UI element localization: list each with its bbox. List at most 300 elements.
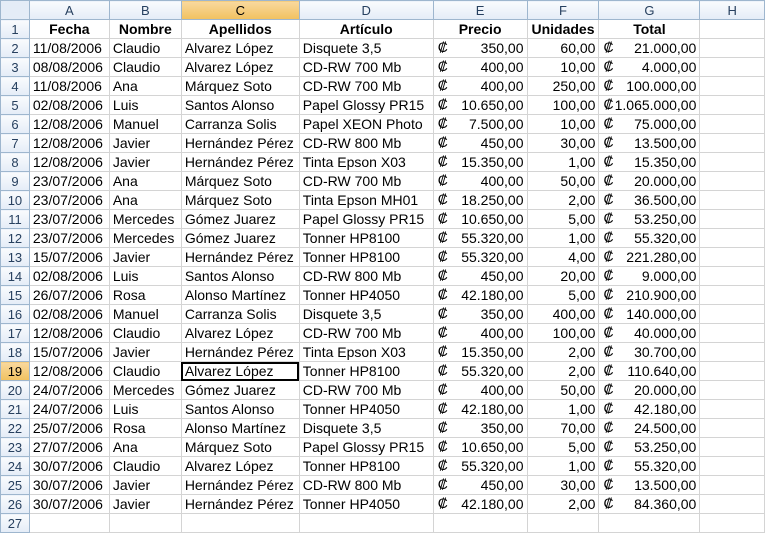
row-header[interactable]: 21: [1, 400, 30, 419]
currency-symbol: ₡: [603, 381, 614, 397]
cell-total[interactable]: [599, 96, 700, 115]
cell-unidades[interactable]: 10,00: [527, 58, 599, 77]
cell-total[interactable]: [599, 419, 700, 438]
cell-total[interactable]: [599, 495, 700, 514]
cell-nombre[interactable]: Manuel: [109, 115, 181, 134]
cell-nombre[interactable]: Claudio: [109, 39, 181, 58]
cell-precio[interactable]: [433, 324, 527, 343]
precio-value: 350,00: [480, 306, 524, 322]
cell-total[interactable]: [599, 58, 700, 77]
currency-symbol: ₡: [603, 153, 614, 169]
cell-fecha[interactable]: 25/07/2006: [29, 419, 109, 438]
empty-cell[interactable]: [700, 286, 765, 305]
total-value: 210.900,00: [626, 287, 697, 303]
cell-apellidos[interactable]: Carranza Solis: [181, 305, 299, 324]
precio-value: 10.650,00: [461, 97, 524, 113]
cell-apellidos[interactable]: Márquez Soto: [181, 438, 299, 457]
cell-articulo[interactable]: Papel Glossy PR15: [299, 438, 433, 457]
cell-unidades[interactable]: 100,00: [527, 324, 599, 343]
cell-total[interactable]: [599, 324, 700, 343]
cell-unidades[interactable]: 400,00: [527, 305, 599, 324]
cell-unidades[interactable]: 1,00: [527, 400, 599, 419]
cell-articulo[interactable]: Tinta Epson X03: [299, 343, 433, 362]
currency-symbol: ₡: [437, 305, 448, 321]
column-header-h[interactable]: H: [700, 1, 765, 20]
row-header[interactable]: 4: [1, 77, 30, 96]
cell-precio[interactable]: [433, 248, 527, 267]
cell-articulo[interactable]: Tonner HP4050: [299, 495, 433, 514]
empty-cell[interactable]: [700, 248, 765, 267]
cell-nombre[interactable]: Ana: [109, 438, 181, 457]
cell-apellidos[interactable]: Gómez Juarez: [181, 229, 299, 248]
cell-apellidos[interactable]: Hernández Pérez: [181, 476, 299, 495]
row-header[interactable]: 19: [1, 362, 30, 381]
empty-cell[interactable]: [700, 191, 765, 210]
cell-total[interactable]: [599, 134, 700, 153]
cell-total[interactable]: [599, 457, 700, 476]
row-header[interactable]: 8: [1, 153, 30, 172]
cell-total[interactable]: [599, 77, 700, 96]
cell-articulo[interactable]: CD-RW 700 Mb: [299, 324, 433, 343]
table-row: [1, 305, 765, 324]
cell-nombre[interactable]: Ana: [109, 172, 181, 191]
cell-apellidos[interactable]: Alvarez López: [181, 324, 299, 343]
cell-fecha[interactable]: 02/08/2006: [29, 267, 109, 286]
empty-cell[interactable]: [700, 362, 765, 381]
currency-symbol: ₡: [603, 324, 614, 340]
cell-total[interactable]: [599, 267, 700, 286]
cell-articulo[interactable]: Tonner HP8100: [299, 248, 433, 267]
cell-precio[interactable]: [433, 286, 527, 305]
table-row: [1, 39, 765, 58]
cell-precio[interactable]: [433, 438, 527, 457]
cell-articulo[interactable]: Papel XEON Photo: [299, 115, 433, 134]
cell-fecha[interactable]: 30/07/2006: [29, 495, 109, 514]
empty-cell[interactable]: [700, 20, 765, 39]
table-row: [1, 77, 765, 96]
column-header-g[interactable]: G: [599, 1, 700, 20]
row-header[interactable]: 23: [1, 438, 30, 457]
currency-symbol: ₡: [437, 362, 448, 378]
column-header-b[interactable]: B: [109, 1, 181, 20]
cell-total[interactable]: [599, 191, 700, 210]
cell-precio[interactable]: [433, 267, 527, 286]
cell-total[interactable]: [599, 438, 700, 457]
cell-articulo[interactable]: CD-RW 800 Mb: [299, 134, 433, 153]
total-value: 221.280,00: [626, 249, 697, 265]
row-header[interactable]: 6: [1, 115, 30, 134]
cell-precio[interactable]: [433, 305, 527, 324]
cell-articulo[interactable]: CD-RW 700 Mb: [299, 381, 433, 400]
precio-value: 400,00: [480, 78, 524, 94]
active-cell-apellidos[interactable]: Alvarez López: [181, 362, 299, 381]
row-header[interactable]: 5: [1, 96, 30, 115]
precio-value: 18.250,00: [461, 192, 524, 208]
cell-fecha[interactable]: 30/07/2006: [29, 476, 109, 495]
cell-precio[interactable]: [433, 172, 527, 191]
cell-articulo[interactable]: CD-RW 800 Mb: [299, 476, 433, 495]
table-row: [1, 495, 765, 514]
currency-symbol: ₡: [603, 362, 614, 378]
empty-cell[interactable]: [700, 495, 765, 514]
cell-total[interactable]: [599, 286, 700, 305]
cell-apellidos[interactable]: Hernández Pérez: [181, 248, 299, 267]
cell-nombre[interactable]: Claudio: [109, 362, 181, 381]
cell-total[interactable]: [599, 362, 700, 381]
cell-unidades[interactable]: 1,00: [527, 153, 599, 172]
cell-precio[interactable]: [433, 362, 527, 381]
cell-nombre[interactable]: Mercedes: [109, 210, 181, 229]
precio-value: 15.350,00: [461, 344, 524, 360]
cell-articulo[interactable]: Tinta Epson X03: [299, 153, 433, 172]
cell-total[interactable]: [599, 229, 700, 248]
cell-articulo[interactable]: Tinta Epson MH01: [299, 191, 433, 210]
cell-nombre[interactable]: Javier: [109, 343, 181, 362]
cell-fecha[interactable]: 15/07/2006: [29, 343, 109, 362]
cell-precio[interactable]: [433, 153, 527, 172]
currency-symbol: ₡: [437, 172, 448, 188]
empty-cell[interactable]: [700, 229, 765, 248]
header-cell-apellidos[interactable]: Apellidos: [181, 20, 299, 39]
currency-symbol: ₡: [437, 115, 448, 131]
cell-unidades[interactable]: 2,00: [527, 495, 599, 514]
cell-apellidos[interactable]: Santos Alonso: [181, 400, 299, 419]
cell-nombre[interactable]: Claudio: [109, 457, 181, 476]
cell-unidades[interactable]: 1,00: [527, 229, 599, 248]
cell-unidades[interactable]: 5,00: [527, 210, 599, 229]
cell-apellidos[interactable]: Santos Alonso: [181, 96, 299, 115]
cell-articulo[interactable]: Tonner HP8100: [299, 362, 433, 381]
cell-fecha[interactable]: 12/08/2006: [29, 362, 109, 381]
cell-apellidos[interactable]: Márquez Soto: [181, 172, 299, 191]
cell-precio[interactable]: [433, 495, 527, 514]
total-value: 9.000,00: [641, 268, 697, 284]
cell-total[interactable]: [599, 381, 700, 400]
cell-total[interactable]: [599, 115, 700, 134]
header-cell-unidades[interactable]: Unidades: [527, 20, 599, 39]
cell-unidades[interactable]: 2,00: [527, 362, 599, 381]
header-cell-articulo[interactable]: Artículo: [299, 20, 433, 39]
row-header[interactable]: 13: [1, 248, 30, 267]
cell-unidades[interactable]: 4,00: [527, 248, 599, 267]
currency-symbol: ₡: [603, 457, 614, 473]
precio-value: 15.350,00: [461, 154, 524, 170]
total-value: 53.250,00: [634, 211, 697, 227]
row-header[interactable]: 15: [1, 286, 30, 305]
cell-precio[interactable]: [433, 419, 527, 438]
row-header[interactable]: 12: [1, 229, 30, 248]
cell-fecha[interactable]: 24/07/2006: [29, 381, 109, 400]
empty-cell[interactable]: [700, 115, 765, 134]
row-header[interactable]: 2: [1, 39, 30, 58]
cell-apellidos[interactable]: Hernández Pérez: [181, 495, 299, 514]
cell-apellidos[interactable]: Alvarez López: [181, 39, 299, 58]
cell-precio[interactable]: [433, 476, 527, 495]
currency-symbol: ₡: [603, 229, 614, 245]
cell-nombre[interactable]: Luis: [109, 267, 181, 286]
cell-unidades[interactable]: 60,00: [527, 39, 599, 58]
select-all-corner[interactable]: [1, 1, 30, 20]
cell-fecha[interactable]: 23/07/2006: [29, 191, 109, 210]
cell-apellidos[interactable]: Alonso Martínez: [181, 419, 299, 438]
empty-cell[interactable]: [700, 153, 765, 172]
total-value: 140.000,00: [626, 306, 697, 322]
currency-symbol: ₡: [603, 58, 614, 74]
currency-symbol: ₡: [603, 343, 614, 359]
cell-fecha[interactable]: 02/08/2006: [29, 96, 109, 115]
cell-unidades[interactable]: 10,00: [527, 115, 599, 134]
table-row: [1, 248, 765, 267]
column-header-c[interactable]: C: [181, 1, 299, 20]
cell-articulo[interactable]: Disquete 3,5: [299, 305, 433, 324]
cell-total[interactable]: [599, 476, 700, 495]
empty-cell[interactable]: [700, 381, 765, 400]
currency-symbol: ₡: [437, 343, 448, 359]
cell-total[interactable]: [599, 305, 700, 324]
cell-nombre[interactable]: Javier: [109, 134, 181, 153]
empty-cell[interactable]: [700, 96, 765, 115]
cell-articulo[interactable]: CD-RW 700 Mb: [299, 77, 433, 96]
cell-total[interactable]: [599, 39, 700, 58]
cell-apellidos[interactable]: Alonso Martínez: [181, 286, 299, 305]
currency-symbol: ₡: [437, 58, 448, 74]
row-header[interactable]: 3: [1, 58, 30, 77]
cell-unidades[interactable]: 50,00: [527, 172, 599, 191]
cell-unidades[interactable]: 5,00: [527, 438, 599, 457]
cell-articulo[interactable]: Tonner HP4050: [299, 286, 433, 305]
total-value: 13.500,00: [634, 135, 697, 151]
row-header[interactable]: 27: [1, 514, 30, 533]
cell-fecha[interactable]: 11/08/2006: [29, 77, 109, 96]
cell-precio[interactable]: [433, 39, 527, 58]
precio-value: 42.180,00: [461, 401, 524, 417]
header-cell-precio[interactable]: Precio: [433, 20, 527, 39]
header-cell-nombre[interactable]: Nombre: [109, 20, 181, 39]
cell-precio[interactable]: [433, 134, 527, 153]
empty-cell[interactable]: [700, 476, 765, 495]
cell-unidades[interactable]: 20,00: [527, 267, 599, 286]
precio-value: 350,00: [480, 420, 524, 436]
cell-nombre[interactable]: Javier: [109, 248, 181, 267]
cell-apellidos[interactable]: Alvarez López: [181, 58, 299, 77]
cell-precio[interactable]: [433, 210, 527, 229]
table-row: [1, 191, 765, 210]
row-header[interactable]: 14: [1, 267, 30, 286]
empty-cell[interactable]: [700, 210, 765, 229]
cell-nombre[interactable]: Javier: [109, 476, 181, 495]
total-value: 4.000,00: [641, 59, 697, 75]
cell-nombre[interactable]: Luis: [109, 400, 181, 419]
total-value: 110.640,00: [627, 363, 697, 379]
cell-articulo[interactable]: Papel Glossy PR15: [299, 96, 433, 115]
cell-fecha[interactable]: 12/08/2006: [29, 115, 109, 134]
cell-fecha[interactable]: 27/07/2006: [29, 438, 109, 457]
cell-fecha[interactable]: 30/07/2006: [29, 457, 109, 476]
row-header[interactable]: 1: [1, 20, 30, 39]
currency-symbol: ₡: [437, 153, 448, 169]
cell-unidades[interactable]: 1,00: [527, 457, 599, 476]
cell-unidades[interactable]: 100,00: [527, 96, 599, 115]
row-header[interactable]: 20: [1, 381, 30, 400]
cell-fecha[interactable]: 02/08/2006: [29, 305, 109, 324]
row-header[interactable]: 26: [1, 495, 30, 514]
cell-unidades[interactable]: 50,00: [527, 381, 599, 400]
cell-unidades[interactable]: 250,00: [527, 77, 599, 96]
cell-precio[interactable]: [433, 191, 527, 210]
cell-fecha[interactable]: 11/08/2006: [29, 39, 109, 58]
cell-total[interactable]: [599, 343, 700, 362]
row-header[interactable]: 9: [1, 172, 30, 191]
empty-cell[interactable]: [700, 267, 765, 286]
currency-symbol: ₡: [603, 191, 614, 207]
cell-nombre[interactable]: Ana: [109, 77, 181, 96]
row-header[interactable]: 10: [1, 191, 30, 210]
header-cell-fecha[interactable]: Fecha: [29, 20, 109, 39]
table-row: [1, 96, 765, 115]
cell-precio[interactable]: [433, 381, 527, 400]
empty-cell[interactable]: [700, 457, 765, 476]
row-header[interactable]: 18: [1, 343, 30, 362]
cell-nombre[interactable]: Manuel: [109, 305, 181, 324]
cell-apellidos[interactable]: Santos Alonso: [181, 267, 299, 286]
table-row: [1, 58, 765, 77]
cell-nombre[interactable]: Javier: [109, 495, 181, 514]
row-header[interactable]: 25: [1, 476, 30, 495]
header-cell-total[interactable]: Total: [599, 20, 700, 39]
empty-cell[interactable]: [700, 438, 765, 457]
column-header-d[interactable]: D: [299, 1, 433, 20]
cell-nombre[interactable]: Mercedes: [109, 381, 181, 400]
empty-cell[interactable]: [700, 172, 765, 191]
table-row: [1, 362, 765, 381]
cell-apellidos[interactable]: Hernández Pérez: [181, 134, 299, 153]
cell-unidades[interactable]: 30,00: [527, 134, 599, 153]
cell-nombre[interactable]: Javier: [109, 153, 181, 172]
cell-nombre[interactable]: Rosa: [109, 419, 181, 438]
cell-nombre[interactable]: Luis: [109, 96, 181, 115]
cell-fecha[interactable]: 08/08/2006: [29, 58, 109, 77]
row-header[interactable]: 16: [1, 305, 30, 324]
cell-articulo[interactable]: Disquete 3,5: [299, 419, 433, 438]
cell-fecha[interactable]: 15/07/2006: [29, 248, 109, 267]
cell-fecha[interactable]: 24/07/2006: [29, 400, 109, 419]
column-header-f[interactable]: F: [527, 1, 599, 20]
cell-unidades[interactable]: 2,00: [527, 191, 599, 210]
cell-articulo[interactable]: CD-RW 700 Mb: [299, 58, 433, 77]
cell-total[interactable]: [599, 172, 700, 191]
cell-total[interactable]: [599, 153, 700, 172]
currency-symbol: ₡: [603, 115, 614, 131]
currency-symbol: ₡: [603, 400, 614, 416]
currency-symbol: ₡: [603, 476, 614, 492]
total-value: 100.000,00: [626, 78, 697, 94]
empty-cell[interactable]: [700, 343, 765, 362]
empty-cell[interactable]: [700, 419, 765, 438]
cell-articulo[interactable]: Disquete 3,5: [299, 39, 433, 58]
precio-value: 400,00: [480, 173, 524, 189]
total-value: 55.320,00: [634, 458, 697, 474]
cell-nombre[interactable]: Rosa: [109, 286, 181, 305]
empty-cell[interactable]: [700, 134, 765, 153]
cell-apellidos[interactable]: Gómez Juarez: [181, 210, 299, 229]
currency-symbol: ₡: [437, 210, 448, 226]
cell-apellidos[interactable]: Alvarez López: [181, 457, 299, 476]
cell-unidades[interactable]: 30,00: [527, 476, 599, 495]
cell-articulo[interactable]: Papel Glossy PR15: [299, 210, 433, 229]
cell-fecha[interactable]: 12/08/2006: [29, 134, 109, 153]
column-header-e[interactable]: E: [433, 1, 527, 20]
cell-apellidos[interactable]: Hernández Pérez: [181, 343, 299, 362]
precio-value: 55.320,00: [461, 458, 524, 474]
cell-nombre[interactable]: Ana: [109, 191, 181, 210]
cell-nombre[interactable]: Claudio: [109, 324, 181, 343]
cell-fecha[interactable]: 23/07/2006: [29, 210, 109, 229]
cell-total[interactable]: [599, 248, 700, 267]
cell-precio[interactable]: [433, 58, 527, 77]
total-value: 20.000,00: [634, 173, 697, 189]
cell-precio[interactable]: [433, 229, 527, 248]
cell-total[interactable]: [599, 400, 700, 419]
empty-cell[interactable]: [700, 400, 765, 419]
cell-articulo[interactable]: Tonner HP8100: [299, 457, 433, 476]
row-header[interactable]: 7: [1, 134, 30, 153]
table-row: [1, 419, 765, 438]
cell-fecha[interactable]: 23/07/2006: [29, 229, 109, 248]
currency-symbol: ₡: [437, 457, 448, 473]
cell-articulo[interactable]: CD-RW 800 Mb: [299, 267, 433, 286]
cell-precio[interactable]: [433, 115, 527, 134]
empty-cell[interactable]: [700, 39, 765, 58]
cell-precio[interactable]: [433, 457, 527, 476]
empty-cell[interactable]: [700, 77, 765, 96]
empty-cell[interactable]: [700, 58, 765, 77]
cell-apellidos[interactable]: Hernández Pérez: [181, 153, 299, 172]
cell-articulo[interactable]: CD-RW 700 Mb: [299, 172, 433, 191]
cell-precio[interactable]: [433, 343, 527, 362]
empty-cell[interactable]: [700, 305, 765, 324]
currency-symbol: ₡: [437, 381, 448, 397]
row-header[interactable]: 11: [1, 210, 30, 229]
row-header[interactable]: 24: [1, 457, 30, 476]
empty-cell[interactable]: [700, 324, 765, 343]
cell-fecha[interactable]: 12/08/2006: [29, 324, 109, 343]
currency-symbol: ₡: [437, 495, 448, 511]
cell-apellidos[interactable]: Márquez Soto: [181, 191, 299, 210]
cell-unidades[interactable]: 2,00: [527, 343, 599, 362]
row-header[interactable]: 17: [1, 324, 30, 343]
cell-fecha[interactable]: 23/07/2006: [29, 172, 109, 191]
row-header[interactable]: 22: [1, 419, 30, 438]
cell-precio[interactable]: [433, 77, 527, 96]
cell-unidades[interactable]: 70,00: [527, 419, 599, 438]
cell-articulo[interactable]: Tonner HP4050: [299, 400, 433, 419]
cell-fecha[interactable]: 26/07/2006: [29, 286, 109, 305]
cell-nombre[interactable]: Claudio: [109, 58, 181, 77]
cell-apellidos[interactable]: Gómez Juarez: [181, 381, 299, 400]
total-value: 1.065.000,00: [614, 97, 697, 113]
cell-unidades[interactable]: 5,00: [527, 286, 599, 305]
column-header-a[interactable]: A: [29, 1, 109, 20]
cell-fecha[interactable]: 12/08/2006: [29, 153, 109, 172]
cell-apellidos[interactable]: Márquez Soto: [181, 77, 299, 96]
cell-precio[interactable]: [433, 400, 527, 419]
cell-articulo[interactable]: Tonner HP8100: [299, 229, 433, 248]
cell-precio[interactable]: [433, 96, 527, 115]
cell-total[interactable]: [599, 210, 700, 229]
cell-nombre[interactable]: Mercedes: [109, 229, 181, 248]
precio-value: 10.650,00: [461, 439, 524, 455]
cell-apellidos[interactable]: Carranza Solis: [181, 115, 299, 134]
